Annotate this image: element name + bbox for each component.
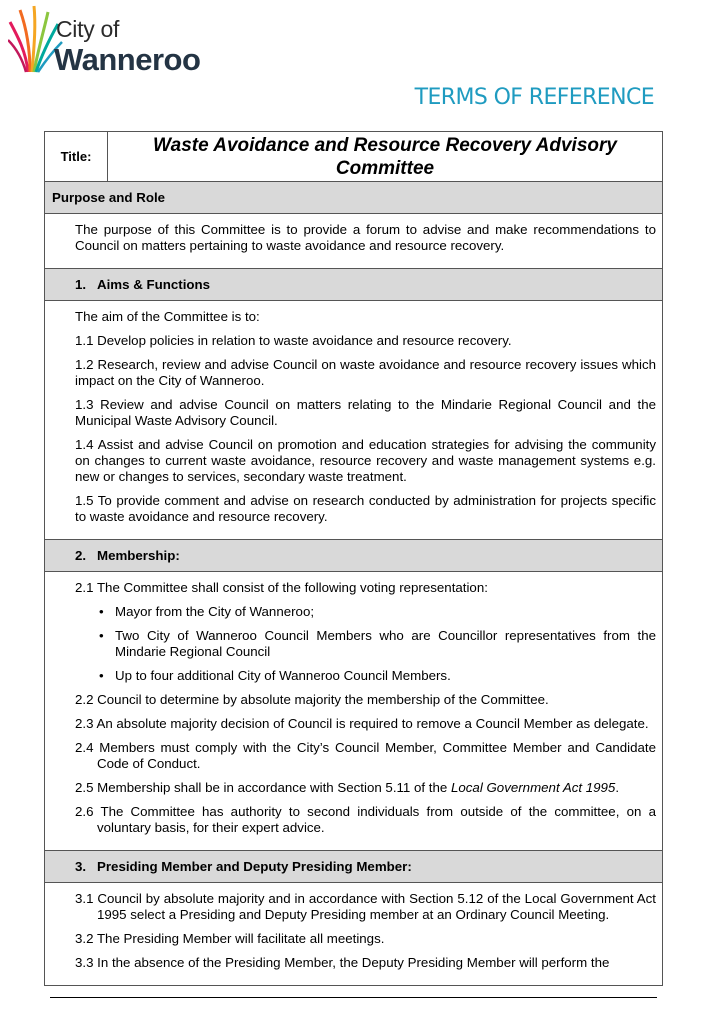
section-heading-aims (45, 269, 662, 301)
section-number: 3. (75, 859, 87, 874)
section-number: 2. (75, 548, 87, 563)
list-item: 1.2 Research, review and advise Council on waste avoidance and resource recovery issues which impact on the City of Wanneroo. (75, 357, 656, 388)
page-bottom-rule (50, 997, 657, 998)
bullet-item: • Up to four additional City of Wanneroo Council Members. (115, 668, 656, 684)
list-item: 1.3 Review and advise Council on matters relating to the Mindarie Regional Council and the Municipal Waste Advisory Council. (75, 397, 656, 428)
membership-bullets (75, 604, 656, 684)
aims-intro: The aim of the Committee is to: (75, 309, 260, 324)
city-of-wanneroo-logo (8, 2, 228, 82)
list-item: 2.3 An absolute majority decision of Council is required to remove a Council Member as delegate. (75, 716, 649, 731)
section-heading-text: Purpose and Role (52, 190, 166, 205)
bullet-item: • Mayor from the City of Wanneroo; (115, 604, 656, 620)
section-heading-text: Aims & Functions (97, 277, 211, 292)
bullet-item: • Two City of Wanneroo Council Members who are Councillor representatives from the Mindarie Regional Council (115, 628, 656, 660)
title-label: Title: (45, 132, 108, 181)
item-text: . (615, 780, 620, 795)
committee-title: Waste Avoidance and Resource Recovery Advisory Committee (153, 134, 617, 179)
list-item: 2.1 The Committee shall consist of the following voting representation: (75, 580, 488, 595)
title-row (45, 132, 662, 182)
section-heading-presiding (45, 851, 662, 883)
list-item: 3.3 In the absence of the Presiding Member, the Deputy Presiding Member will perform the (75, 955, 610, 970)
list-item: 2.2 Council to determine by absolute majority the membership of the Committee. (75, 692, 549, 707)
terms-table (44, 131, 663, 986)
purpose-text: The purpose of this Committee is to provide a forum to advise and make recommendations to Council on matters pertaining to waste avoidance and resource recovery. (75, 222, 656, 253)
list-item: 2.4 Members must comply with the City’s Council Member, Committee Member and Candidate Code of Conduct. (75, 740, 656, 771)
section-body-presiding (45, 883, 662, 985)
list-item: 1.5 To provide comment and advise on research conducted by administration for projects specific to waste avoidance and resource recovery. (75, 493, 656, 524)
section-body-purpose (45, 214, 662, 269)
document-heading: TERMS OF REFERENCE (414, 85, 654, 110)
section-number: 1. (75, 277, 87, 292)
section-body-membership (45, 572, 662, 851)
logo-text-city-of: City of (56, 16, 120, 42)
list-item: 3.1 Council by absolute majority and in accordance with Section 5.12 of the Local Government Act 1995 select a Presiding and Deputy Presiding member at an Ordinary Council Meeting. (75, 891, 656, 922)
list-item: 2.6 The Committee has authority to second individuals from outside of the committee, on a voluntary basis, for their expert advice. (75, 804, 656, 835)
act-name: Local Government Act 1995 (450, 780, 616, 795)
list-item: 3.2 The Presiding Member will facilitate all meetings. (75, 931, 385, 946)
logo-text-wanneroo: Wanneroo (54, 42, 201, 77)
section-heading-purpose (45, 182, 662, 214)
list-item: 1.1 Develop policies in relation to waste avoidance and resource recovery. (75, 333, 512, 348)
section-heading-text: Membership: (97, 548, 180, 563)
section-heading-text: Presiding Member and Deputy Presiding Member: (97, 859, 412, 874)
list-item: 1.4 Assist and advise Council on promotion and education strategies for advising the community on changes to current waste avoidance, resource recovery and waste management systems e.g. new or changes to services, secondary waste treatment. (75, 437, 656, 484)
list-item (75, 780, 656, 796)
item-text: 2.5 Membership shall be in accordance with Section 5.11 of the (75, 780, 451, 795)
section-heading-membership (45, 540, 662, 572)
section-body-aims (45, 301, 662, 540)
